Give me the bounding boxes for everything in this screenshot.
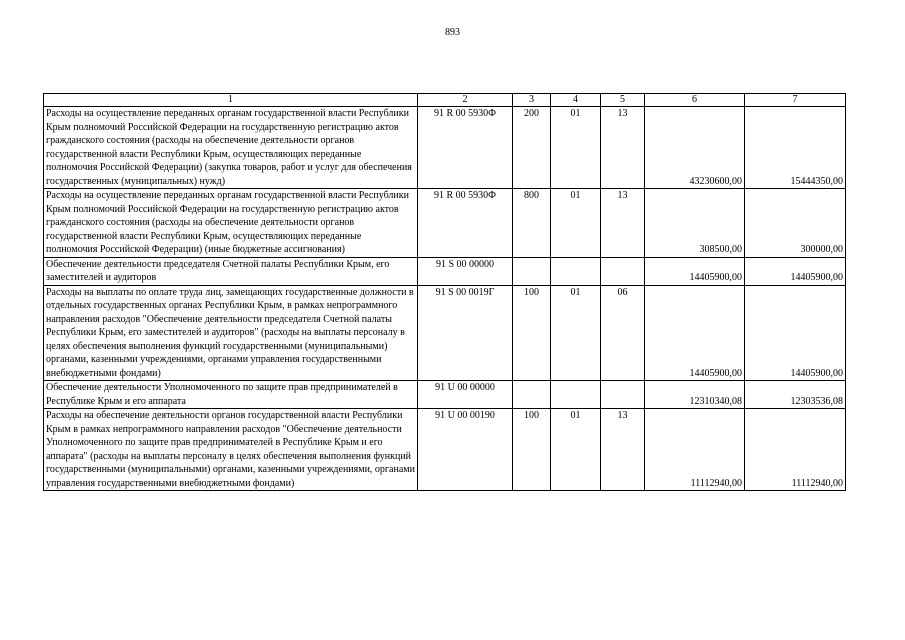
row-amount-2: 14405900,00	[745, 285, 846, 381]
row-description: Расходы на осуществление переданных органам государственной власти Республики Крым полномочий Российской Федерации на государственную регистрацию актов гражданского состояния (расходы на обеспечение деятельности органов государственной власти Республики Крым, осуществляющих переданные полномочия Российской Федерации) (иные бюджетные ассигнования)	[44, 189, 418, 258]
row-c3: 100	[513, 285, 551, 381]
row-c5	[601, 381, 645, 409]
table-row	[44, 257, 846, 285]
row-code: 91 R 00 5930Ф	[418, 189, 513, 258]
row-description: Обеспечение деятельности председателя Счетной палаты Республики Крым, его заместителей и аудиторов	[44, 257, 418, 285]
row-amount-2: 12303536,08	[745, 381, 846, 409]
row-c3: 200	[513, 107, 551, 189]
row-c4: 01	[551, 189, 601, 258]
row-code: 91 S 00 00000	[418, 257, 513, 285]
row-c3: 100	[513, 409, 551, 491]
row-c4: 01	[551, 107, 601, 189]
page-number: 893	[445, 27, 460, 38]
row-amount-1: 14405900,00	[645, 285, 745, 381]
row-amount-2: 15444350,00	[745, 107, 846, 189]
table-row	[44, 409, 846, 491]
row-c5: 06	[601, 285, 645, 381]
budget-table	[43, 93, 846, 491]
row-amount-1: 14405900,00	[645, 257, 745, 285]
table-row	[44, 285, 846, 381]
column-header: 3	[513, 94, 551, 107]
row-amount-1: 43230600,00	[645, 107, 745, 189]
row-c3	[513, 257, 551, 285]
table-row	[44, 189, 846, 258]
row-c4: 01	[551, 285, 601, 381]
row-c4: 01	[551, 409, 601, 491]
row-description: Расходы на осуществление переданных органам государственной власти Республики Крым полномочий Российской Федерации на государственную регистрацию актов гражданского состояния (расходы на обеспечение деятельности органов государственной власти Республики Крым, осуществляющих переданные полномочия Российской Федерации) (закупка товаров, работ и услуг для обеспечения государственных (муниципальных) нужд)	[44, 107, 418, 189]
row-description: Расходы на выплаты по оплате труда лиц, замещающих государственные должности в отдельных государственных органах Республики Крым, в рамках непрограммного направления расходов "Обеспечение деятельности председателя Счетной палаты Республики Крым, его заместителей и аудиторов" (расходы на выплаты персоналу в целях обеспечения выполнения функций государственными (муниципальными) органами, казенными учреждениями, органами управления государственными внебюджетными фондами)	[44, 285, 418, 381]
row-description: Расходы на обеспечение деятельности органов государственной власти Республики Крым в рамках непрограммного направления расходов "Обеспечение деятельности Уполномоченного по защите прав предпринимателей в Республике Крым и его аппарата" (расходы на выплаты персоналу в целях обеспечения выполнения функций государственными (муниципальными) органами, казенными учреждениями, органами управления государственными внебюджетными фондами)	[44, 409, 418, 491]
column-header: 1	[44, 94, 418, 107]
row-amount-1: 308500,00	[645, 189, 745, 258]
row-code: 91 S 00 0019Г	[418, 285, 513, 381]
column-header: 6	[645, 94, 745, 107]
row-code: 91 U 00 00190	[418, 409, 513, 491]
row-c5: 13	[601, 409, 645, 491]
row-code: 91 R 00 5930Ф	[418, 107, 513, 189]
column-header: 7	[745, 94, 846, 107]
row-c3: 800	[513, 189, 551, 258]
row-amount-2: 14405900,00	[745, 257, 846, 285]
row-c5	[601, 257, 645, 285]
row-c4	[551, 257, 601, 285]
row-c4	[551, 381, 601, 409]
table-row	[44, 107, 846, 189]
row-amount-2: 300000,00	[745, 189, 846, 258]
row-amount-2: 11112940,00	[745, 409, 846, 491]
row-c5: 13	[601, 189, 645, 258]
row-amount-1: 12310340,08	[645, 381, 745, 409]
row-c5: 13	[601, 107, 645, 189]
row-amount-1: 11112940,00	[645, 409, 745, 491]
row-code: 91 U 00 00000	[418, 381, 513, 409]
column-header: 4	[551, 94, 601, 107]
row-c3	[513, 381, 551, 409]
table-row	[44, 381, 846, 409]
column-header: 2	[418, 94, 513, 107]
column-header: 5	[601, 94, 645, 107]
table-header-row	[44, 94, 846, 107]
row-description: Обеспечение деятельности Уполномоченного по защите прав предпринимателей в Республике Крым и его аппарата	[44, 381, 418, 409]
